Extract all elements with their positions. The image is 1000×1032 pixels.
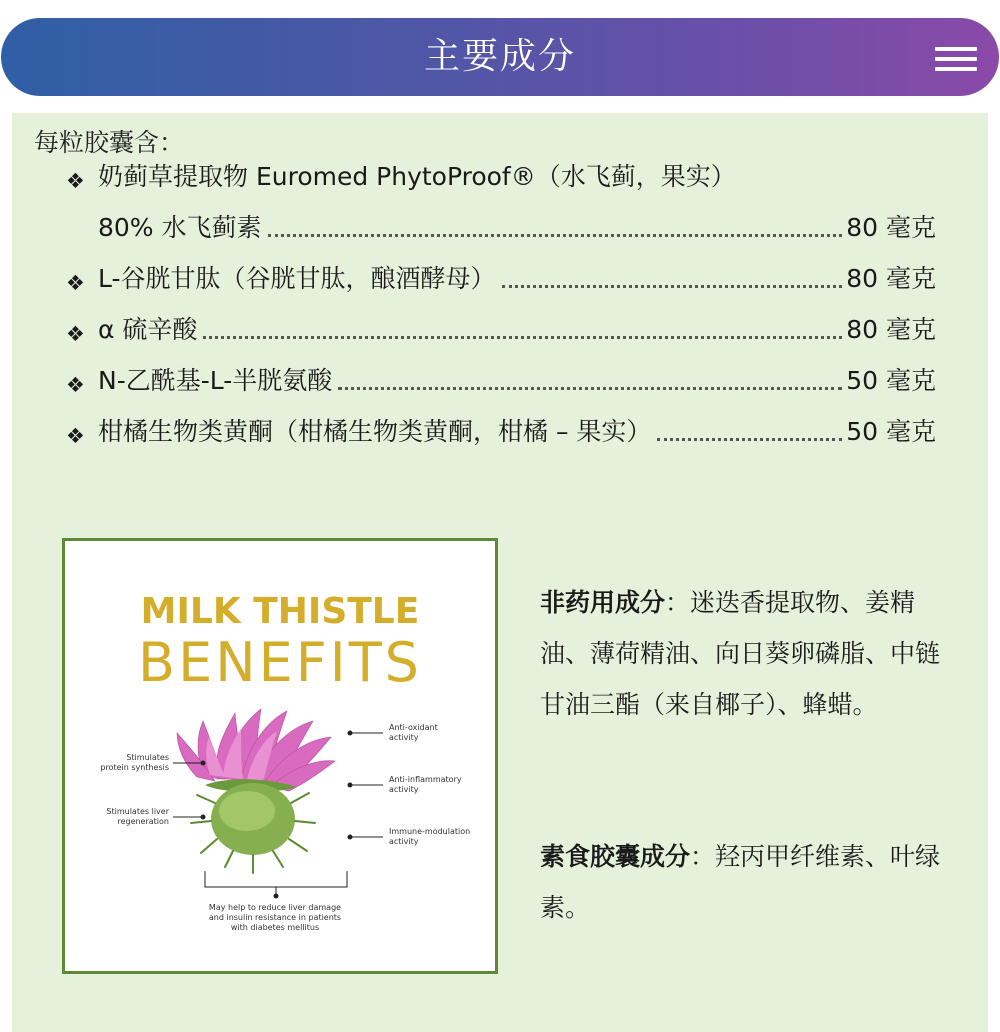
- liver-regeneration-label: [85, 807, 169, 827]
- page-title: 主要成分: [423, 36, 576, 77]
- ingredient-amount: 80 毫克: [846, 315, 936, 344]
- dotted-leader: [203, 336, 842, 339]
- ingredient-row: [66, 357, 936, 397]
- page-header: [1, 18, 999, 96]
- ingredient-name: 80% 水飞蓟素: [98, 213, 262, 242]
- dotted-leader: [268, 234, 843, 237]
- non-medicinal-label: 非药用成分: [540, 588, 666, 617]
- capsule-ingredients: [540, 831, 955, 933]
- non-medicinal-ingredients: [540, 577, 955, 730]
- diamond-bullet-icon: ❖: [66, 322, 85, 346]
- label-text: Anti-oxidant activity: [389, 723, 438, 742]
- capsule-label: 素食胶囊成分: [540, 842, 691, 871]
- ingredient-row: [66, 255, 936, 295]
- diamond-bullet-icon: ❖: [66, 271, 85, 295]
- dotted-leader: [338, 387, 842, 390]
- ingredient-name: 奶蓟草提取物 Euromed PhytoProof®（水飞蓟，果实）: [98, 162, 736, 191]
- ingredient-name: α 硫辛酸: [98, 315, 198, 344]
- diamond-bullet-icon: ❖: [66, 424, 85, 448]
- diamond-bullet-icon: ❖: [66, 169, 85, 193]
- capsule-text: ：羟丙甲纤维素、叶绿素。: [540, 842, 941, 922]
- dotted-leader: [657, 438, 842, 441]
- ingredient-name: L-谷胱甘肽（谷胱甘肽，酿酒酵母）: [98, 264, 496, 293]
- ingredient-row: [66, 153, 936, 193]
- infographic-footer: May help to reduce liver damage and insulin resistance in patients with diabetes mellitus: [208, 903, 342, 932]
- protein-synthesis-label: [85, 753, 169, 773]
- anti-inflammatory-label: [389, 775, 462, 795]
- dotted-leader: [502, 285, 843, 288]
- milk-thistle-infographic: [62, 538, 498, 974]
- infographic-title: MILK THISTLE: [140, 591, 420, 632]
- diamond-bullet-icon: ❖: [66, 373, 85, 397]
- ingredients-panel: [12, 113, 988, 1032]
- ingredient-name: N-乙酰基-L-半胱氨酸: [98, 366, 333, 395]
- immune-modulation-label: [389, 827, 470, 847]
- ingredient-amount: 80 毫克: [846, 213, 936, 242]
- hamburger-menu-icon[interactable]: [935, 47, 977, 71]
- capsule-intro: 每粒胶囊含：: [34, 128, 185, 157]
- ingredient-amount: 50 毫克: [846, 417, 936, 446]
- ingredient-amount: 50 毫克: [846, 366, 936, 395]
- label-text: Anti-inflammatory activity: [389, 775, 462, 794]
- ingredient-amount: 80 毫克: [846, 264, 936, 293]
- label-text: Immune-modulation activity: [389, 827, 471, 846]
- label-text: Stimulates liver regeneration: [106, 807, 169, 826]
- label-text: Stimulates protein synthesis: [100, 753, 169, 772]
- non-medicinal-text: ：迷迭香提取物、姜精油、薄荷精油、向日葵卵磷脂、中链甘油三酯（来自椰子）、蜂蜡。: [540, 588, 941, 719]
- ingredient-row: [66, 408, 936, 448]
- ingredient-name: 柑橘生物类黄酮（柑橘生物类黄酮，柑橘 – 果实）: [98, 417, 652, 446]
- ingredient-row: [66, 306, 936, 346]
- ingredient-row: [98, 204, 936, 244]
- antioxidant-label: [389, 723, 438, 743]
- infographic-subtitle: BENEFITS: [138, 631, 422, 694]
